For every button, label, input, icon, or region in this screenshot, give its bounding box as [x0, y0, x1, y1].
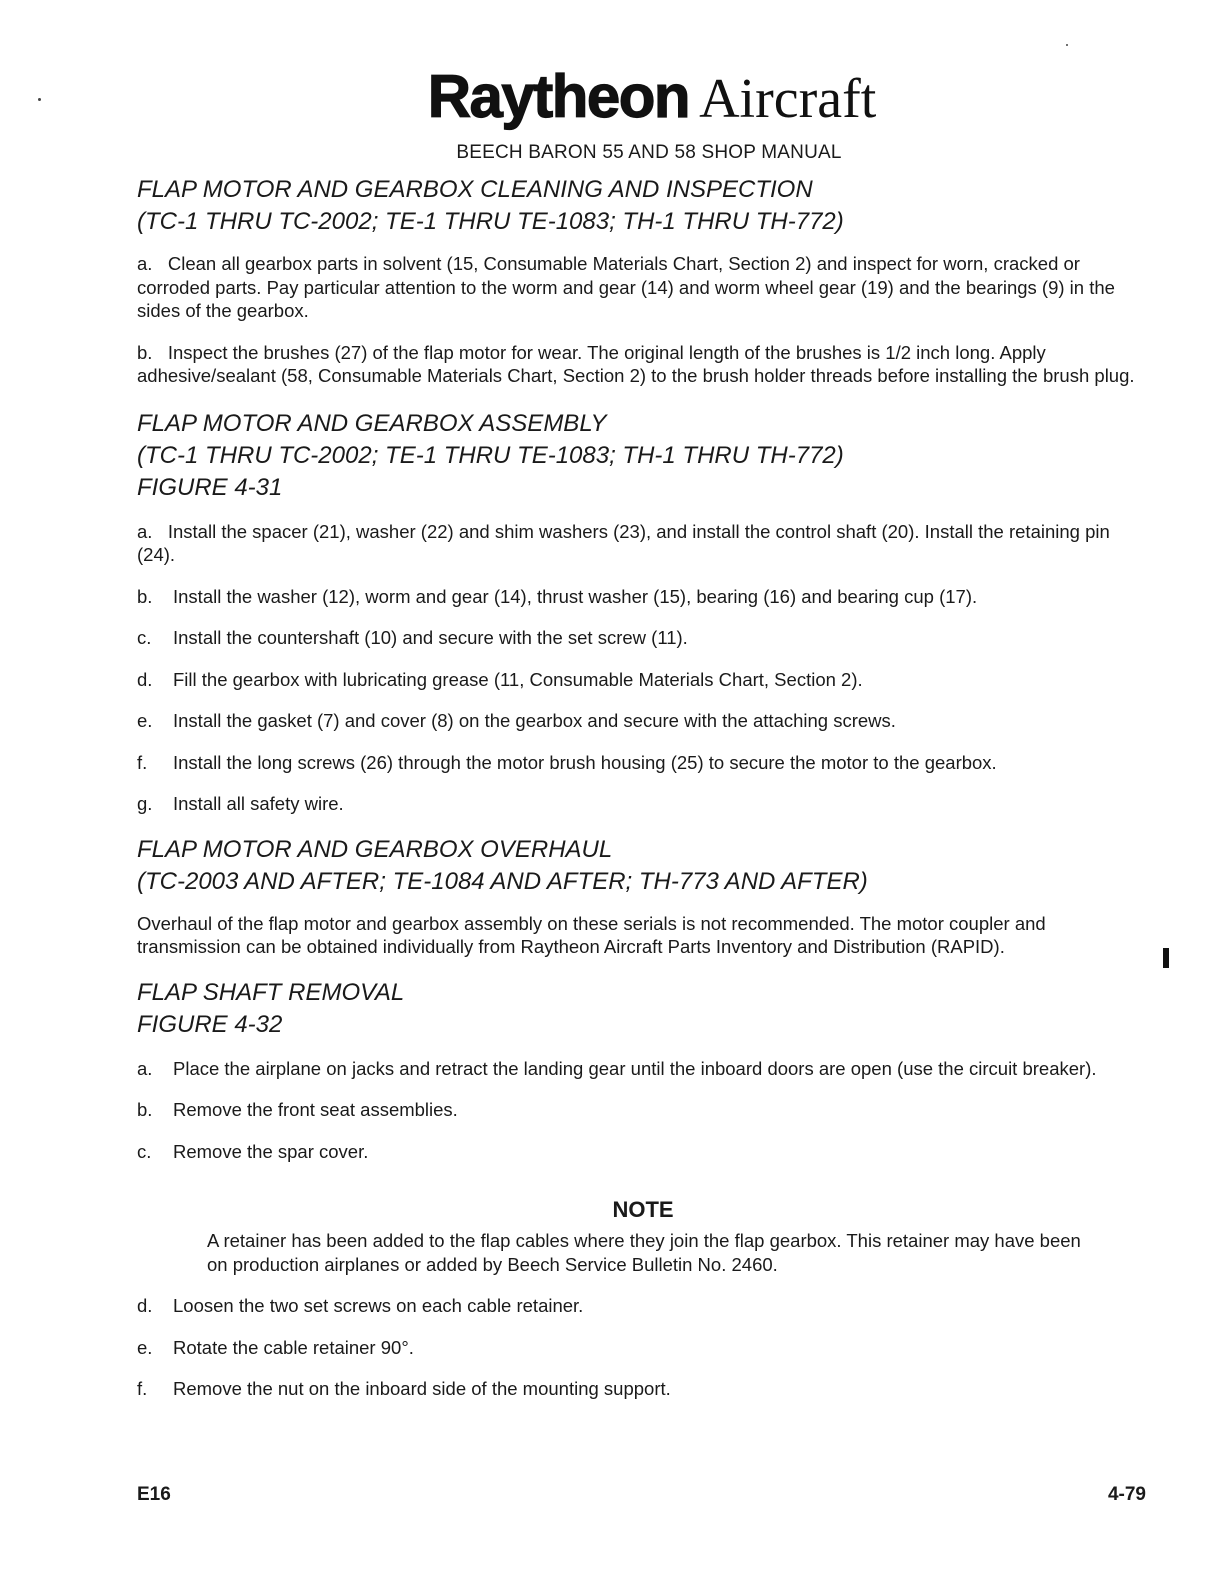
step-letter: e.: [137, 710, 153, 731]
heading-line: FLAP MOTOR AND GEARBOX OVERHAUL: [137, 835, 613, 863]
step-text: Install the long screws (26) through the motor brush housing (25) to secure the motor to the gearbox.: [173, 751, 997, 773]
overhaul-paragraph: Overhaul of the flap motor and gearbox assembly on these serials is not recommended. The motor coupler and transmission can be obtained individually from Raytheon Aircraft Parts Inventory and Distribution (RAPID).: [137, 912, 1046, 957]
heading-line: FIGURE 4-32: [137, 1010, 283, 1038]
step-item: [137, 1294, 1149, 1318]
step-item: [137, 341, 1149, 388]
section-heading-cleaning: [137, 174, 1149, 238]
step-letter: d.: [137, 1295, 153, 1316]
step-item: [137, 1098, 1149, 1122]
header: [0, 62, 1220, 131]
step-text: Remove the spar cover.: [173, 1140, 369, 1162]
step-letter: g.: [137, 793, 153, 814]
step-letter: a.: [137, 520, 153, 542]
footer-page-number: 4-79: [1107, 1484, 1146, 1505]
step-item: [137, 1336, 1149, 1360]
section-heading-assembly: [137, 408, 1149, 504]
heading-line: (TC-1 THRU TC-2002; TE-1 THRU TE-1083; TH-1 THRU TH-772): [137, 441, 844, 469]
step-letter: d.: [137, 668, 153, 690]
note-title: NOTE: [612, 1197, 674, 1222]
heading-line: FIGURE 4-31: [137, 473, 283, 501]
footer-revision: E16: [137, 1484, 171, 1505]
step-item: [137, 792, 1149, 816]
step-item: [137, 252, 1149, 323]
step-item: [137, 668, 1149, 692]
brand-main: Raytheon: [427, 63, 690, 130]
step-letter: b.: [137, 341, 153, 363]
step-letter: f.: [137, 1378, 148, 1399]
step-text: Install the gasket (7) and cover (8) on the gearbox and secure with the attaching screws.: [173, 710, 896, 731]
step-text: Install the spacer (21), washer (22) and shim washers (23), and install the control shaft (20). Install the retaining pin (24).: [137, 520, 1110, 565]
step-item: [137, 520, 1149, 567]
step-text: Clean all gearbox parts in solvent (15, Consumable Materials Chart, Section 2) and inspect for worn, cracked or corroded parts. Pay particular attention to the worm and gear (14) and worm wheel gear (19) and the bearings (9) in the sides of the gearbox.: [137, 253, 1115, 321]
step-item: [137, 585, 1149, 609]
manual-subtitle: BEECH BARON 55 AND 58 SHOP MANUAL: [456, 142, 842, 163]
step-text: Install the washer (12), worm and gear (14), thrust washer (15), bearing (16) and bearing cup (17).: [173, 585, 978, 607]
step-letter: b.: [137, 1099, 153, 1120]
step-item: [137, 1140, 1149, 1164]
heading-line: FLAP MOTOR AND GEARBOX ASSEMBLY: [137, 409, 607, 437]
step-letter: a.: [137, 253, 153, 274]
section-heading-shaft-removal: [137, 977, 1149, 1041]
step-item: [137, 626, 1149, 650]
step-item: [137, 751, 1149, 775]
step-text: Inspect the brushes (27) of the flap motor for wear. The original length of the brushes is 1/2 inch long. Apply adhesive/sealant (58, Consumable Materials Chart, Section 2) to the brush holder threads before installing the brush plug.: [137, 341, 1135, 386]
page-content: [137, 174, 1149, 1401]
step-letter: c.: [137, 1140, 152, 1162]
step-item: [137, 1057, 1149, 1081]
step-text: Rotate the cable retainer 90°.: [173, 1336, 414, 1358]
step-text: Install all safety wire.: [173, 793, 344, 814]
revision-change-bar: [1163, 948, 1169, 968]
step-text: Install the countershaft (10) and secure with the set screw (11).: [173, 627, 688, 648]
raytheon-logo: [428, 62, 877, 131]
heading-line: (TC-2003 AND AFTER; TE-1084 AND AFTER; TH-773 AND AFTER): [137, 867, 868, 895]
step-text: Loosen the two set screws on each cable retainer.: [173, 1295, 584, 1316]
step-item: [137, 1377, 1149, 1401]
step-letter: a.: [137, 1057, 153, 1079]
heading-line: (TC-1 THRU TC-2002; TE-1 THRU TE-1083; TH-1 THRU TH-772): [137, 208, 844, 235]
step-item: [137, 709, 1149, 733]
brand-sub: Aircraft: [699, 68, 877, 130]
step-letter: c.: [137, 627, 152, 648]
step-text: Remove the nut on the inboard side of the mounting support.: [173, 1378, 671, 1399]
step-text: Place the airplane on jacks and retract the landing gear until the inboard doors are open (use the circuit breaker).: [173, 1057, 1097, 1079]
heading-line: FLAP SHAFT REMOVAL: [137, 978, 405, 1006]
section-heading-overhaul: [137, 834, 1149, 898]
step-letter: e.: [137, 1336, 153, 1358]
step-text: Remove the front seat assemblies.: [173, 1099, 458, 1120]
heading-line: FLAP MOTOR AND GEARBOX CLEANING AND INSPECTION: [137, 176, 813, 203]
step-letter: f.: [137, 751, 148, 773]
step-letter: b.: [137, 585, 153, 607]
step-text: Fill the gearbox with lubricating grease (11, Consumable Materials Chart, Section 2).: [173, 668, 863, 690]
note-text: A retainer has been added to the flap cables where they join the flap gearbox. This retainer may have been on production airplanes or added by Beech Service Bulletin No. 2460.: [207, 1230, 1081, 1275]
scan-speck: [1066, 44, 1068, 46]
